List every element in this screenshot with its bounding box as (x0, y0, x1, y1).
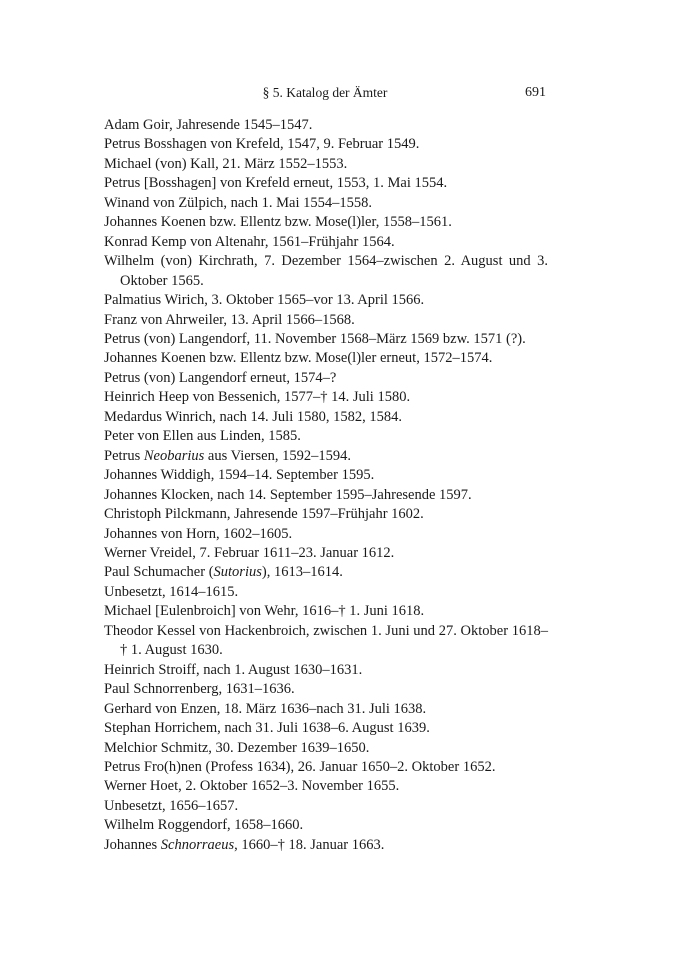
list-item (104, 116, 548, 135)
page-number: 691 (525, 85, 546, 100)
list-item (104, 349, 548, 368)
list-item (104, 719, 548, 738)
list-item (104, 797, 548, 816)
list-item (104, 194, 548, 213)
list-item (104, 583, 548, 602)
list-item (104, 777, 548, 796)
list-item (104, 233, 548, 252)
entry-name: Theodor Kessel von Hackenbroich (104, 622, 306, 639)
entry-dates: , Jahresende 1545–1547. (169, 117, 313, 133)
entry-dates: , 1656–1657. (161, 797, 239, 814)
entry-dates: , 1614–1615. (161, 583, 239, 600)
entry-name: Petrus (von) Langendorf (104, 330, 247, 347)
entry-dates: , nach 1. August 1630–1631. (195, 661, 363, 678)
entry-dates: , 11. November 1568–März 1569 bzw. 1571 (?). (246, 330, 526, 347)
entry-dates: , 7. Februar 1611–23. Januar 1612. (192, 544, 395, 561)
list-item (104, 388, 548, 407)
entry-name: Heinrich Stroiff (104, 661, 196, 678)
list-item (104, 622, 548, 661)
list-item (104, 174, 548, 193)
running-head (104, 84, 546, 102)
entry-dates: , Jahresende 1597–Frühjahr 1602. (226, 506, 424, 523)
entry-dates: , 1577–† 14. Juli 1580. (276, 389, 411, 406)
entry-dates: , 26. Januar 1650–2. Oktober 1652. (290, 758, 496, 775)
entry-name: Werner Vreidel (104, 544, 193, 561)
entry-dates: , 1585. (261, 428, 301, 445)
entry-name: Heinrich Heep von Bessenich (104, 389, 277, 406)
entry-name: Adam Goir (104, 117, 170, 133)
entry-name: Johannes Klocken (104, 486, 210, 503)
entry-dates: , 1574–? (286, 369, 337, 386)
entry-name: Werner Hoet (104, 778, 179, 795)
entry-dates: ), 1613–1614. (261, 564, 343, 581)
list-item (104, 661, 548, 680)
entry-dates: , 1572–1574. (416, 350, 493, 367)
list-item (104, 369, 548, 388)
entry-name: Petrus (von) Langendorf erneut (104, 369, 287, 386)
list-item (104, 602, 548, 621)
entry-latinized-name: Neobarius (143, 447, 205, 464)
entry-name: Petrus Bosshagen von Krefeld (104, 136, 280, 153)
entry-name: Petrus [Bosshagen] von Krefeld erneut (104, 175, 330, 192)
list-item (104, 252, 548, 291)
entry-name: Unbesetzt (104, 583, 162, 600)
entry-dates: , 2. Oktober 1652–3. November 1655. (178, 778, 400, 795)
entry-dates: , 1616–† 1. Juni 1618. (294, 603, 425, 620)
list-item (104, 311, 548, 330)
entry-name: Petrus (104, 447, 144, 464)
list-item (104, 758, 548, 777)
entry-name: Johannes Widdigh (104, 467, 211, 484)
list-item (104, 213, 548, 232)
list-item (104, 700, 548, 719)
entry-dates: , 7. Dezember 1564–zwischen 2. August und 3. Oktober 1565. (120, 253, 548, 289)
entry-dates: , 3. Oktober 1565–vor 13. April 1566. (204, 292, 425, 309)
entry-dates: , 13. April 1566–1568. (223, 311, 355, 328)
entry-dates: , 1658–1660. (227, 817, 304, 834)
entry-dates: , 30. Dezember 1639–1650. (208, 739, 370, 756)
entry-dates: , 1602–1605. (215, 525, 293, 542)
list-item (104, 330, 548, 349)
entry-dates: , nach 1. Mai 1554–1558. (223, 194, 373, 211)
entry-name: Wilhelm (von) Kirchrath (104, 253, 255, 270)
entry-name: Christoph Pilckmann (104, 506, 227, 523)
entry-name: Unbesetzt (104, 797, 162, 814)
list-item (104, 291, 548, 310)
entry-latinized-name: Sutorius (213, 564, 262, 581)
entry-name: Michael [Eulenbroich] von Wehr (104, 603, 295, 620)
entry-dates: , 1558–1561. (375, 214, 452, 231)
entry-dates: , 1561–Frühjahr 1564. (264, 233, 395, 250)
entry-name: Johannes Koenen bzw. Ellentz bzw. Mose(l)ler (104, 214, 376, 231)
entry-latinized-name: Schnorraeus (160, 836, 235, 853)
entry-name: Michael (von) Kall (104, 155, 216, 172)
list-item (104, 563, 548, 582)
entry-dates: , nach 31. Juli 1638–6. August 1639. (217, 720, 430, 737)
running-title: § 5. Katalog der Ämter (262, 85, 388, 100)
entry-name: Winand von Zülpich (104, 194, 224, 211)
entry-name: Paul Schumacher ( (104, 564, 214, 581)
entry-name: Johannes (104, 836, 161, 853)
entry-name: Franz von Ahrweiler (104, 311, 224, 328)
list-item (104, 505, 548, 524)
entry-dates: aus Viersen, 1592–1594. (204, 447, 351, 464)
entry-dates: , 1594–14. September 1595. (210, 467, 375, 484)
entry-dates: , nach 14. September 1595–Jahresende 1597. (209, 486, 472, 503)
entry-name: Melchior Schmitz (104, 739, 209, 756)
entry-name: Peter von Ellen aus Linden (104, 428, 262, 445)
entry-dates: , 1660–† 18. Januar 1663. (234, 836, 385, 853)
list-item (104, 544, 548, 563)
list-item (104, 447, 548, 466)
entry-dates: , 1631–1636. (218, 681, 295, 698)
entry-name: Konrad Kemp von Altenahr (104, 233, 265, 250)
list-item (104, 486, 548, 505)
entry-name: Stephan Horrichem (104, 720, 218, 737)
list-item (104, 135, 548, 154)
list-item (104, 836, 548, 855)
office-holder-list (104, 116, 548, 855)
list-item (104, 816, 548, 835)
list-item (104, 680, 548, 699)
list-item (104, 525, 548, 544)
entry-name: Petrus Fro(h)nen (Profess 1634) (104, 758, 291, 775)
entry-name: Palmatius Wirich (104, 292, 205, 309)
list-item (104, 739, 548, 758)
entry-name: Gerhard von Enzen (104, 700, 217, 717)
list-item (104, 427, 548, 446)
list-item (104, 466, 548, 485)
entry-name: Medardus Winrich (104, 408, 213, 425)
entry-name: Wilhelm Roggendorf (104, 817, 228, 834)
entry-name: Paul Schnorrenberg (104, 681, 219, 698)
entry-dates: , nach 14. Juli 1580, 1582, 1584. (212, 408, 402, 425)
entry-dates: , 18. März 1636–nach 31. Juli 1638. (216, 700, 427, 717)
entry-name: Johannes Koenen bzw. Ellentz bzw. Mose(l)ler erneut (104, 350, 417, 367)
list-item (104, 408, 548, 427)
entry-name: Johannes von Horn (104, 525, 216, 542)
entry-dates: , 1553, 1. Mai 1554. (329, 175, 448, 192)
entry-dates: , zwischen 1. Juni und 27. Oktober 1618–† 1. August 1630. (120, 622, 548, 659)
entry-dates: , 21. März 1552–1553. (215, 155, 348, 172)
list-item (104, 155, 548, 174)
entry-dates: , 1547, 9. Februar 1549. (279, 136, 420, 153)
